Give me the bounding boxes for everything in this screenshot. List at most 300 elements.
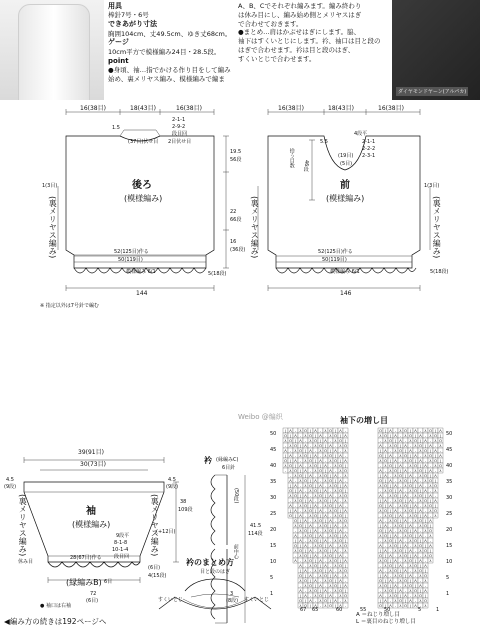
sleeve-cuff-rows: 休み目 bbox=[18, 559, 34, 565]
back-shoulder-row: 2-9-2 bbox=[172, 124, 186, 130]
chart-symbol: - bbox=[424, 509, 427, 513]
chart-symbol: λ bbox=[389, 469, 392, 473]
chart-symbol: - bbox=[404, 489, 407, 493]
chart-symbol: O bbox=[339, 489, 342, 493]
chart-symbol: Λ bbox=[309, 574, 312, 578]
chart-symbol: Λ bbox=[414, 504, 417, 508]
chart-symbol: O bbox=[404, 429, 407, 433]
front-neck-label: 拾う目数 bbox=[288, 148, 295, 168]
chart-symbol: - bbox=[379, 464, 382, 468]
chart-symbol: λ bbox=[314, 544, 317, 548]
chart-symbol: | bbox=[309, 429, 312, 433]
chart-symbol: Λ bbox=[319, 584, 322, 588]
chart-symbol: - bbox=[294, 479, 297, 483]
chart-symbol: Λ bbox=[344, 534, 347, 538]
chart-symbol: λ bbox=[289, 469, 292, 473]
chart-symbol: λ bbox=[404, 484, 407, 488]
chart-symbol: - bbox=[314, 449, 317, 453]
back-shoulder-row: 段目回 bbox=[172, 131, 188, 137]
chart-symbol: | bbox=[379, 474, 382, 478]
chart-symbol: Λ bbox=[299, 514, 302, 518]
chart-symbol: λ bbox=[309, 439, 312, 443]
chart-symbol: | bbox=[414, 534, 417, 538]
chart-symbol: λ bbox=[399, 529, 402, 533]
chart-symbol: - bbox=[399, 434, 402, 438]
chart-symbol: - bbox=[334, 469, 337, 473]
chart-symbol: O bbox=[384, 484, 387, 488]
chart-symbol: | bbox=[439, 434, 442, 438]
chart-symbol: λ bbox=[389, 594, 392, 598]
chart-symbol: λ bbox=[404, 584, 407, 588]
chart-symbol: Λ bbox=[429, 494, 432, 498]
chart-symbol: λ bbox=[324, 554, 327, 558]
chart-symbol: O bbox=[389, 564, 392, 568]
materials-line: 胸囲104cm、丈49.5cm、ゆき丈68cm。 bbox=[108, 29, 232, 38]
back-top-center: 18(43目) bbox=[130, 105, 156, 112]
chart-symbol: Λ bbox=[379, 494, 382, 498]
chart-symbol: O bbox=[394, 494, 397, 498]
chart-symbol: Λ bbox=[409, 549, 412, 553]
chart-symbol: O bbox=[289, 489, 292, 493]
chart-symbol: | bbox=[419, 464, 422, 468]
chart-symbol: λ bbox=[319, 549, 322, 553]
chart-symbol: | bbox=[314, 484, 317, 488]
chart-symbol: - bbox=[384, 519, 387, 523]
chart-symbol: - bbox=[299, 484, 302, 488]
chart-symbol: | bbox=[414, 434, 417, 438]
chart-symbol: O bbox=[409, 484, 412, 488]
chart-symbol: | bbox=[414, 584, 417, 588]
chart-symbol: Λ bbox=[344, 459, 347, 463]
chart-symbol: Λ bbox=[429, 519, 432, 523]
chart-symbol: | bbox=[334, 479, 337, 483]
chart-symbol: - bbox=[304, 439, 307, 443]
chart-row-label: 30 bbox=[270, 495, 277, 501]
chart-symbol: λ bbox=[344, 599, 347, 603]
chart-symbol: Λ bbox=[289, 479, 292, 483]
chart-symbol: | bbox=[409, 604, 412, 608]
chart-symbol: O bbox=[394, 594, 397, 598]
chart-symbol: O bbox=[339, 564, 342, 568]
chart-symbol: λ bbox=[299, 454, 302, 458]
chart-symbol: λ bbox=[394, 574, 397, 578]
sweater-image bbox=[18, 4, 90, 100]
chart-symbol: | bbox=[314, 584, 317, 588]
chart-symbol: O bbox=[294, 519, 297, 523]
chart-symbol: λ bbox=[404, 559, 407, 563]
chart-symbol: - bbox=[319, 504, 322, 508]
front-side-label: (裏メリヤス編み) bbox=[432, 196, 442, 259]
chart-symbol: λ bbox=[409, 439, 412, 443]
chart-symbol: | bbox=[424, 444, 427, 448]
chart-symbol: λ bbox=[309, 489, 312, 493]
chart-symbol: λ bbox=[389, 519, 392, 523]
chart-symbol: - bbox=[314, 549, 317, 553]
chart-symbol: | bbox=[309, 479, 312, 483]
chart-symbol: - bbox=[309, 444, 312, 448]
chart-symbol: | bbox=[394, 589, 397, 593]
chart-symbol: λ bbox=[289, 444, 292, 448]
chart-symbol: Λ bbox=[324, 539, 327, 543]
chart-symbol: - bbox=[294, 554, 297, 558]
chart-symbol: O bbox=[439, 439, 442, 443]
chart-symbol: | bbox=[399, 594, 402, 598]
chart-symbol: O bbox=[384, 559, 387, 563]
chart-symbol: λ bbox=[424, 454, 427, 458]
chart-symbol: Λ bbox=[344, 584, 347, 588]
chart-symbol: - bbox=[339, 574, 342, 578]
sleeve-cuff-width2: (6目) bbox=[86, 598, 99, 604]
front-neck-row: 4段平 bbox=[354, 131, 368, 137]
chart-symbol: λ bbox=[319, 524, 322, 528]
chart-symbol: | bbox=[344, 439, 347, 443]
chart-symbol: O bbox=[304, 529, 307, 533]
chart-symbol: Λ bbox=[389, 454, 392, 458]
sleeve-length-b: 109段 bbox=[178, 507, 193, 513]
chart-symbol: λ bbox=[299, 579, 302, 583]
chart-symbol: λ bbox=[329, 434, 332, 438]
chart-symbol: - bbox=[304, 514, 307, 518]
chart-symbol: | bbox=[414, 459, 417, 463]
materials-title: 用具 bbox=[108, 2, 122, 10]
chart-symbol: Λ bbox=[334, 474, 337, 478]
chart-symbol: λ bbox=[419, 524, 422, 528]
chart-symbol: | bbox=[319, 564, 322, 568]
chart-symbol: Λ bbox=[424, 539, 427, 543]
chart-symbol: O bbox=[304, 604, 307, 608]
chart-symbol: λ bbox=[419, 574, 422, 578]
chart-symbol: Λ bbox=[414, 429, 417, 433]
chart-symbol: λ bbox=[409, 489, 412, 493]
chart-symbol: Λ bbox=[324, 464, 327, 468]
chart-symbol: | bbox=[404, 599, 407, 603]
chart-symbol: - bbox=[424, 584, 427, 588]
front-top-right: 16(38目) bbox=[378, 105, 404, 112]
chart-symbol: - bbox=[394, 554, 397, 558]
chart-row-label: 25 bbox=[446, 511, 453, 517]
chart-symbol: Λ bbox=[339, 479, 342, 483]
chart-symbol: O bbox=[409, 559, 412, 563]
chart-symbol: Λ bbox=[394, 509, 397, 513]
finishing-center-label: 目と段のはぎ bbox=[200, 569, 231, 575]
chart-bottom-label: 5 bbox=[418, 607, 422, 613]
chart-symbol: λ bbox=[339, 519, 342, 523]
back-neck-bind: 2目伏せ目 bbox=[168, 139, 192, 145]
chart-symbol: Λ bbox=[294, 434, 297, 438]
chart-symbol: Λ bbox=[379, 544, 382, 548]
chart-symbol: O bbox=[419, 519, 422, 523]
notes-line: 袖下はすくいとじにします。衿、袖口は目と段の bbox=[238, 37, 381, 46]
chart-symbol: | bbox=[394, 539, 397, 543]
chart-symbol: - bbox=[314, 574, 317, 578]
chart-symbol: | bbox=[294, 514, 297, 518]
chart-symbol: O bbox=[384, 584, 387, 588]
chart-symbol: Λ bbox=[404, 444, 407, 448]
chart-symbol: - bbox=[309, 469, 312, 473]
chart-symbol: λ bbox=[299, 529, 302, 533]
chart-symbol: Λ bbox=[404, 494, 407, 498]
chart-symbol: Λ bbox=[329, 469, 332, 473]
chart-symbol: O bbox=[314, 589, 317, 593]
chart-symbol: | bbox=[429, 499, 432, 503]
chart-symbol: O bbox=[394, 444, 397, 448]
chart-symbol: - bbox=[394, 429, 397, 433]
chart-symbol: λ bbox=[424, 504, 427, 508]
chart-bottom-label: 67 bbox=[300, 607, 307, 613]
chart-symbol: - bbox=[419, 604, 422, 608]
chart-symbol: | bbox=[334, 429, 337, 433]
front-side-rows: 1(3目) bbox=[424, 183, 440, 189]
front-neck-center: (5目) bbox=[340, 161, 353, 167]
chart-symbol: λ bbox=[424, 604, 427, 608]
chart-symbol: O bbox=[314, 464, 317, 468]
chart-symbol: | bbox=[324, 594, 327, 598]
chart-symbol: | bbox=[409, 479, 412, 483]
chart-symbol: | bbox=[389, 434, 392, 438]
chart-symbol: Λ bbox=[384, 599, 387, 603]
chart-symbol: - bbox=[319, 554, 322, 558]
chart-symbol: O bbox=[309, 484, 312, 488]
chart-symbol: λ bbox=[409, 539, 412, 543]
chart-symbol: Λ bbox=[434, 449, 437, 453]
chart-symbol: O bbox=[389, 539, 392, 543]
chart-symbol: - bbox=[429, 464, 432, 468]
back-neck-dec: 1.5 bbox=[112, 125, 120, 131]
chart-symbol: Λ bbox=[404, 544, 407, 548]
chart-symbol: Λ bbox=[399, 439, 402, 443]
notes-line: は休み目にし、編み始め側とメリヤスはぎ bbox=[238, 10, 362, 19]
chart-row-label: 35 bbox=[446, 479, 453, 485]
chart-symbol: Λ bbox=[309, 524, 312, 528]
sleeve-hem-stitches: 6目 bbox=[104, 579, 113, 585]
chart-symbol: λ bbox=[414, 544, 417, 548]
chart-row-label: 25 bbox=[270, 511, 277, 517]
chart-symbol: - bbox=[329, 489, 332, 493]
chart-symbol: O bbox=[309, 509, 312, 513]
chart-symbol: - bbox=[384, 569, 387, 573]
chart-symbol: O bbox=[419, 444, 422, 448]
chart-symbol: Λ bbox=[379, 519, 382, 523]
chart-symbol: Λ bbox=[434, 499, 437, 503]
back-height-mid: 56段 bbox=[230, 157, 242, 163]
chart-symbol: | bbox=[294, 439, 297, 443]
chart-symbol: λ bbox=[304, 584, 307, 588]
chart-symbol: O bbox=[339, 439, 342, 443]
collar-pattern: (縁編みC) bbox=[216, 457, 239, 463]
chart-symbol: - bbox=[314, 499, 317, 503]
chart-symbol: - bbox=[309, 594, 312, 598]
chart-symbol: | bbox=[329, 574, 332, 578]
chart-symbol: O bbox=[299, 474, 302, 478]
chart-symbol: λ bbox=[339, 444, 342, 448]
chart-symbol: λ bbox=[319, 574, 322, 578]
chart-symbol: λ bbox=[299, 479, 302, 483]
chart-symbol: - bbox=[339, 449, 342, 453]
chart-symbol: Λ bbox=[414, 479, 417, 483]
chart-symbol: λ bbox=[324, 479, 327, 483]
chart-symbol: - bbox=[419, 579, 422, 583]
chart-symbol: Λ bbox=[394, 534, 397, 538]
chart-symbol: - bbox=[404, 539, 407, 543]
chart-symbol: Λ bbox=[324, 564, 327, 568]
chart-symbol: - bbox=[389, 524, 392, 528]
chart-symbol: | bbox=[329, 449, 332, 453]
front-neck-row: 2-1-1 bbox=[362, 139, 376, 145]
chart-row-label: 5 bbox=[270, 575, 274, 581]
chart-symbol: | bbox=[419, 564, 422, 568]
chart-symbol: λ bbox=[399, 604, 402, 608]
chart-symbol: | bbox=[389, 509, 392, 513]
chart-symbol: - bbox=[379, 589, 382, 593]
chart-symbol: | bbox=[424, 544, 427, 548]
chart-symbol: | bbox=[389, 459, 392, 463]
chart-symbol: Λ bbox=[309, 599, 312, 603]
chart-symbol: - bbox=[324, 459, 327, 463]
chart-symbol: - bbox=[289, 474, 292, 478]
chart-symbol: Λ bbox=[299, 489, 302, 493]
chart-symbol: | bbox=[404, 549, 407, 553]
chart-symbol: - bbox=[344, 479, 347, 483]
chart-symbol: | bbox=[329, 599, 332, 603]
chart-symbol: Λ bbox=[424, 564, 427, 568]
back-top-right: 16(38目) bbox=[176, 105, 202, 112]
chart-symbol: - bbox=[404, 514, 407, 518]
chart-symbol: O bbox=[429, 554, 432, 558]
chart-symbol: λ bbox=[294, 449, 297, 453]
chart-symbol: λ bbox=[314, 444, 317, 448]
chart-symbol: λ bbox=[304, 559, 307, 563]
chart-symbol: O bbox=[414, 589, 417, 593]
chart-symbol: O bbox=[419, 569, 422, 573]
chart-symbol: O bbox=[429, 429, 432, 433]
chart-symbol: λ bbox=[304, 509, 307, 513]
materials-line: ●身頃、袖…指でかける作り目をして編み bbox=[108, 66, 231, 75]
chart-symbol: O bbox=[334, 509, 337, 513]
chart-symbol: O bbox=[319, 444, 322, 448]
chart-symbol: | bbox=[339, 584, 342, 588]
chart-symbol: λ bbox=[429, 459, 432, 463]
chart-row-label: 30 bbox=[446, 495, 453, 501]
chart-symbol: - bbox=[324, 484, 327, 488]
chart-symbol: Λ bbox=[414, 579, 417, 583]
sleeve-hem-label: (縁編みB) bbox=[66, 578, 102, 587]
chart-symbol: Λ bbox=[334, 499, 337, 503]
chart-symbol: O bbox=[434, 484, 437, 488]
chart-symbol: Λ bbox=[424, 489, 427, 493]
chart-symbol: | bbox=[334, 579, 337, 583]
chart-symbol: λ bbox=[399, 504, 402, 508]
chart-symbol: λ bbox=[299, 504, 302, 508]
chart-symbol: Λ bbox=[334, 449, 337, 453]
chart-symbol: λ bbox=[319, 474, 322, 478]
chart-symbol: - bbox=[319, 454, 322, 458]
chart-symbol: | bbox=[384, 504, 387, 508]
chart-symbol: O bbox=[399, 524, 402, 528]
back-pattern: (模様編み) bbox=[124, 194, 163, 203]
chart-symbol: | bbox=[379, 449, 382, 453]
chart-symbol: O bbox=[414, 564, 417, 568]
chart-symbol: Λ bbox=[314, 504, 317, 508]
chart-symbol: Λ bbox=[304, 444, 307, 448]
chart-symbol: Λ bbox=[329, 444, 332, 448]
chart-symbol: O bbox=[314, 439, 317, 443]
chart-symbol: Λ bbox=[409, 449, 412, 453]
sleeve-inc-row: 10-1-4 bbox=[112, 547, 129, 553]
chart-symbol: - bbox=[424, 434, 427, 438]
chart-symbol: Λ bbox=[344, 434, 347, 438]
chart-symbol: λ bbox=[389, 569, 392, 573]
chart-symbol: O bbox=[379, 454, 382, 458]
chart-symbol: O bbox=[334, 434, 337, 438]
chart-symbol: - bbox=[424, 459, 427, 463]
chart-symbol: - bbox=[414, 599, 417, 603]
chart-symbol: - bbox=[429, 539, 432, 543]
chart-row-label: 15 bbox=[270, 543, 277, 549]
chart-symbol: | bbox=[289, 459, 292, 463]
chart-symbol: O bbox=[389, 589, 392, 593]
chart-symbol: O bbox=[299, 549, 302, 553]
chart-symbol: Λ bbox=[319, 559, 322, 563]
chart-symbol: Λ bbox=[419, 559, 422, 563]
chart-symbol: Λ bbox=[329, 544, 332, 548]
chart-symbol: - bbox=[409, 594, 412, 598]
chart-symbol: λ bbox=[379, 559, 382, 563]
chart-symbol: λ bbox=[399, 429, 402, 433]
chart-bottom-label: 1 bbox=[436, 607, 440, 613]
chart-symbol: | bbox=[339, 459, 342, 463]
chart-symbol: - bbox=[299, 584, 302, 588]
chart-symbol: - bbox=[379, 514, 382, 518]
back-shoulder-row: 2-1-1 bbox=[172, 117, 186, 123]
chart-symbol: O bbox=[394, 544, 397, 548]
chart-symbol: λ bbox=[304, 484, 307, 488]
chart-symbol: O bbox=[424, 474, 427, 478]
chart-symbol: - bbox=[434, 469, 437, 473]
chart-symbol: O bbox=[404, 579, 407, 583]
chart-symbol: λ bbox=[334, 564, 337, 568]
chart-symbol: Λ bbox=[299, 464, 302, 468]
chart-symbol: | bbox=[404, 524, 407, 528]
chart-symbol: | bbox=[389, 584, 392, 588]
chart-symbol: Λ bbox=[294, 509, 297, 513]
chart-symbol: - bbox=[389, 599, 392, 603]
chart-symbol: - bbox=[329, 464, 332, 468]
chart-symbol: - bbox=[344, 529, 347, 533]
chart-symbol: λ bbox=[384, 464, 387, 468]
chart-symbol: Λ bbox=[304, 594, 307, 598]
front-title: 前 bbox=[340, 180, 350, 191]
chart-symbol: λ bbox=[334, 489, 337, 493]
chart-symbol: O bbox=[304, 554, 307, 558]
chart-symbol: - bbox=[429, 514, 432, 518]
chart-symbol: | bbox=[379, 524, 382, 528]
sleeve-height: 4(15段) bbox=[148, 573, 167, 579]
chart-symbol: | bbox=[319, 539, 322, 543]
chart-symbol: O bbox=[384, 434, 387, 438]
chart-symbol: Λ bbox=[339, 429, 342, 433]
back-height-a: 22 bbox=[230, 209, 237, 215]
increase-chart bbox=[283, 428, 443, 608]
chart-symbol: Λ bbox=[384, 574, 387, 578]
chart-symbol: | bbox=[324, 494, 327, 498]
chart-symbol: - bbox=[419, 529, 422, 533]
chart-bottom-label: 55 bbox=[360, 607, 367, 613]
chart-symbol: Λ bbox=[394, 434, 397, 438]
chart-row-label: 40 bbox=[446, 463, 453, 469]
chart-symbol: | bbox=[339, 434, 342, 438]
chart-symbol: Λ bbox=[409, 599, 412, 603]
chart-symbol: O bbox=[329, 604, 332, 608]
